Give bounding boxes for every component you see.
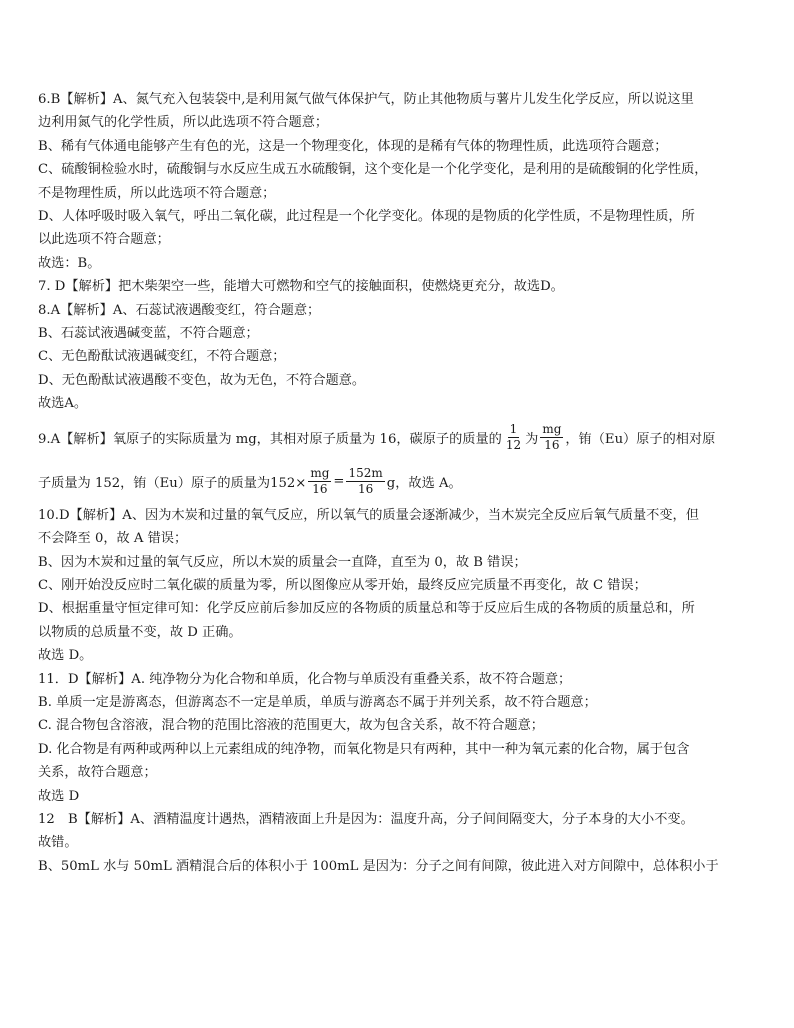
answer-document <box>38 88 760 878</box>
fraction <box>346 466 384 497</box>
text-line: 8.A【解析】A、石蕊试液遇酸变红，符合题意； <box>38 302 321 318</box>
text-line: B、因为木炭和过量的氧气反应，所以木炭的质量会一直降，直至为 0，故 B 错误； <box>38 554 527 570</box>
q9-line-2 <box>38 460 760 504</box>
fraction-numerator: 152m <box>348 466 383 481</box>
text-line: D. 化合物是有两种或两种以上元素组成的纯净物，而氧化物是只有两种，其中一种为氧元素的化合物，属于包含 <box>38 741 690 757</box>
text-line: 故选 D <box>38 788 80 804</box>
text-line: 故错。 <box>38 835 78 851</box>
text-line: 故选A。 <box>38 396 88 412</box>
text-run: ，铕（Eu）原子的相对原 <box>565 432 716 448</box>
fraction-numerator: 1 <box>509 422 518 437</box>
text-line: 6.B【解析】A、氮气充入包装袋中,是利用氮气做气体保护气，防止其他物质与薯片儿发生化学反应，所以说这里 <box>38 92 694 107</box>
text-line: B、石蕊试液遇碱变蓝，不符合题意； <box>38 326 259 342</box>
fraction-denominator: 16 <box>357 482 374 497</box>
text-line: 10.D【解析】A、因为木炭和过量的氧气反应，所以氧气的质量会逐渐减少，当木炭完全反应后氧气质量不变，但 <box>38 507 699 523</box>
text-line: B. 单质一定是游离态，但游离态不一定是单质，单质与游离态不属于并列关系，故不符合题意； <box>38 694 597 710</box>
text-line: 以物质的总质量不变，故 D 正确。 <box>38 624 242 640</box>
text-line: B、稀有气体通电能够产生有色的光，这是一个物理变化，体现的是稀有气体的物理性质，此选项符合题意； <box>38 138 668 154</box>
text-line: C、无色酚酞试液遇碱变红，不符合题意； <box>38 349 286 365</box>
text-line: 不会降至 0，故 A 错误； <box>38 531 188 547</box>
text-line: D、无色酚酞试液遇酸不变色，故为无色，不符合题意。 <box>38 372 366 388</box>
text-line: D、人体呼吸时吸入氧气，呼出二氧化碳，此过程是一个化学变化。体现的是物质的化学性质，不是物理性质，所 <box>38 209 695 225</box>
text-line: 以此选项不符合题意； <box>38 232 170 248</box>
text-run: 9.A【解析】氧原子的实际质量为 mg，其相对原子质量为 16，碳原子的质量的 <box>38 432 502 448</box>
fraction-numerator: mg <box>310 466 330 481</box>
text-line: 11．D【解析】A. 纯净物分为化合物和单质，化合物与单质没有重叠关系，故不符合题意； <box>38 671 572 687</box>
text-run: 子质量为 152，铕（Eu）原子的质量为152× <box>38 476 307 492</box>
text-line: 故选：B。 <box>38 255 101 271</box>
text-line: 12 B【解析】A、酒精温度计遇热，酒精液面上升是因为：温度升高，分子间间隔变大，分子本身的大小不变。 <box>38 811 694 827</box>
text-line: 故选 D。 <box>38 648 93 664</box>
fraction <box>504 422 523 453</box>
text-run: = <box>333 474 345 490</box>
text-line: C、硫酸铜检验水时，硫酸铜与水反应生成五水硫酸铜，这个变化是一个化学变化，是利用的是硫酸铜的化学性质， <box>38 162 708 178</box>
text-run: 为 <box>525 432 539 448</box>
text-line: D、根据重量守恒定律可知：化学反应前后参加反应的各物质的质量总和等于反应后生成的各物质的质量总和，所 <box>38 601 695 617</box>
fraction-numerator: mg <box>542 422 562 437</box>
text-line: 边利用氮气的化学性质，所以此选项不符合题意； <box>38 115 329 131</box>
text-line: C. 混合物包含溶液，混合物的范围比溶液的范围更大，故为包含关系，故不符合题意； <box>38 718 544 734</box>
text-line: B、50mL 水与 50mL 酒精混合后的体积小于 100mL 是因为：分子之间有间隙，彼此进入对方间隙中，总体积小于 <box>38 858 719 874</box>
text-run: g，故选 A。 <box>386 476 462 492</box>
fraction-denominator: 16 <box>312 482 328 497</box>
q9-line-1 <box>38 416 760 460</box>
fraction-denominator: 16 <box>544 438 560 453</box>
fraction <box>540 422 563 453</box>
fraction-denominator: 12 <box>505 438 522 453</box>
fraction <box>308 466 331 497</box>
text-line: 不是物理性质，所以此选项不符合题意； <box>38 185 276 201</box>
text-line: C、刚开始没反应时二氧化碳的质量为零，所以图像应从零开始，最终反应完质量不再变化，故 C 错误； <box>38 577 647 593</box>
text-line: 关系，故符合题意； <box>38 765 157 781</box>
text-line: 7. D【解析】把木柴架空一些，能增大可燃物和空气的接触面积，使燃烧更充分，故选D。 <box>38 279 564 295</box>
